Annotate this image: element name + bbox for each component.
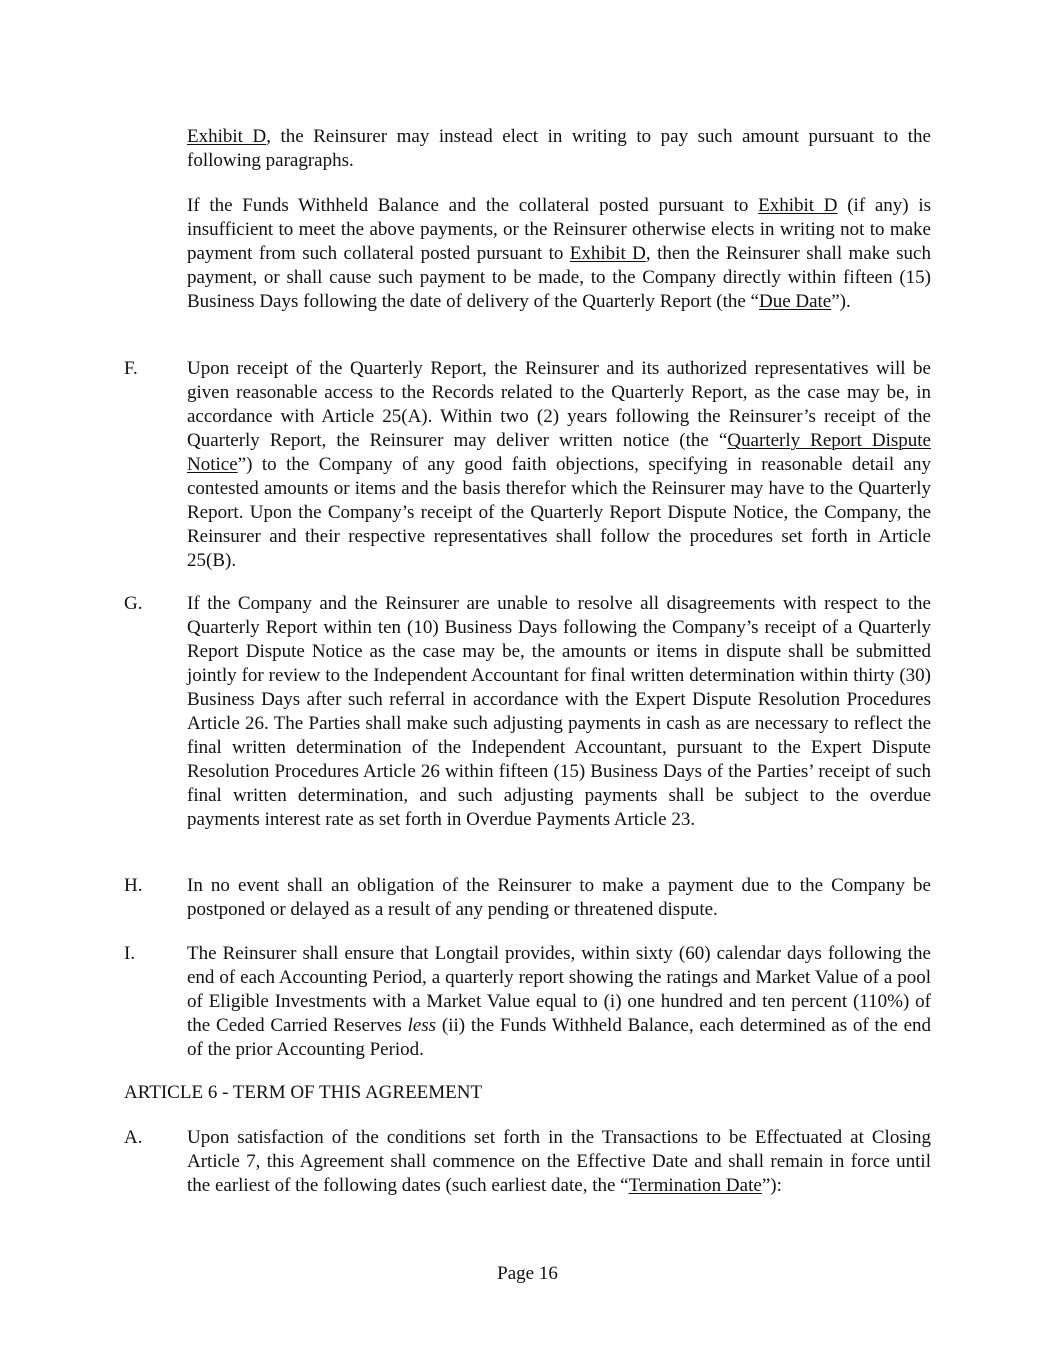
item-i-text-1: The Reinsurer shall ensure that Longtail provides, within sixty (60) calendar days following the end of each Accounting Period, a quarterly report showing the ratings and Market Value of a pool of Eligible Investments with a Market Value equal to (i) one hundred and ten percent (110%) of the Ceded Carried Reserves [187, 943, 931, 1036]
item-label: H. [124, 875, 143, 896]
item-a-text-1: Upon satisfaction of the conditions set forth in the Transactions to be Effectuated at Closing Article 7, this Agreement shall commence on the Effective Date and shall remain in force until the earliest of the following dates (such earliest date, the “ [187, 1127, 931, 1196]
exhibit-d-reference: Exhibit D [569, 243, 646, 264]
item-body: In no event shall an obligation of the Reinsurer to make a payment due to the Company be postponed or delayed as a result of any pending or threatened dispute. [187, 875, 931, 920]
item-a-text-2: ”): [761, 1175, 782, 1196]
item-label: A. [124, 1127, 143, 1148]
defined-term-due-date: Due Date [758, 291, 832, 312]
exhibit-d-reference: Exhibit D [758, 195, 838, 216]
funds-paragraph-text-4: ”). [831, 291, 851, 312]
defined-term-termination-date: Termination Date [628, 1175, 762, 1196]
item-label: G. [124, 593, 143, 614]
item-f-text-1: Upon receipt of the Quarterly Report, the Reinsurer and its authorized representatives will be given reasonable access to the Records related to the Quarterly Report, as the case may be, in accordance with Article 25(A). Within two (2) years following the Reinsurer’s receipt of the Quarterly Report, the Reinsurer may deliver written notice (the “ [187, 358, 931, 451]
item-body [187, 357, 931, 573]
item-i-text-2: (ii) the Funds Withheld Balance, each determined as of the end of the prior Accounting Period. [187, 1015, 932, 1060]
emphasis-less: less [407, 1015, 437, 1036]
funds-paragraph-text-1: If the Funds Withheld Balance and the collateral posted pursuant to [187, 195, 759, 216]
page-number: Page 16 [497, 1263, 558, 1284]
item-f-text-2: ”) to the Company of any good faith objections, specifying in reasonable detail any contested amounts or items and the basis therefor which the Reinsurer may have to the Quarterly Report. Upon the Company’s receipt of the Quarterly Report Dispute Notice, the Company, the Reinsurer and their respective representatives shall follow the procedures set forth in Article 25(B). [187, 454, 931, 571]
funds-paragraph-text-2: (if any) is insufficient to meet the above payments, or the Reinsurer otherwise elects in writing not to make payment from such collateral posted pursuant to [187, 195, 932, 264]
article-heading: ARTICLE 6 - TERM OF THIS AGREEMENT [124, 1082, 483, 1103]
intro-paragraph [187, 125, 931, 173]
exhibit-d-reference: Exhibit D [187, 126, 267, 147]
item-body [187, 1126, 931, 1198]
item-body: If the Company and the Reinsurer are unable to resolve all disagreements with respect to the Quarterly Report within ten (10) Business Days following the Company’s receipt of a Quarterly Report Dispute Notice as the case may be, the amounts or items in dispute shall be submitted jointly for review to the Independent Accountant for final written determination within thirty (30) Business Days after such referral in accordance with the Expert Dispute Resolution Procedures Article 26. The Parties shall make such adjusting payments in cash as are necessary to reflect the final written determination of the Independent Accountant, pursuant to the Expert Dispute Resolution Procedures Article 26 within fifteen (15) Business Days of the Parties’ receipt of such final written determination, and such adjusting payments shall be subject to the overdue payments interest rate as set forth in Overdue Payments Article 23. [187, 593, 931, 830]
funds-paragraph-text-3: , then the Reinsurer shall make such payment, or shall cause such payment to be made, to the Company directly within fifteen (15) Business Days following the date of delivery of the Quarterly Report (the “ [187, 243, 931, 312]
intro-paragraph-text: , the Reinsurer may instead elect in writing to pay such amount pursuant to the following paragraphs. [187, 126, 931, 171]
item-label: I. [124, 943, 136, 964]
item-label: F. [124, 358, 138, 379]
item-body [187, 942, 931, 1062]
defined-term-quarterly-report-dispute-notice: Quarterly Report Dispute Notice [187, 430, 931, 475]
funds-withheld-paragraph [187, 194, 931, 314]
